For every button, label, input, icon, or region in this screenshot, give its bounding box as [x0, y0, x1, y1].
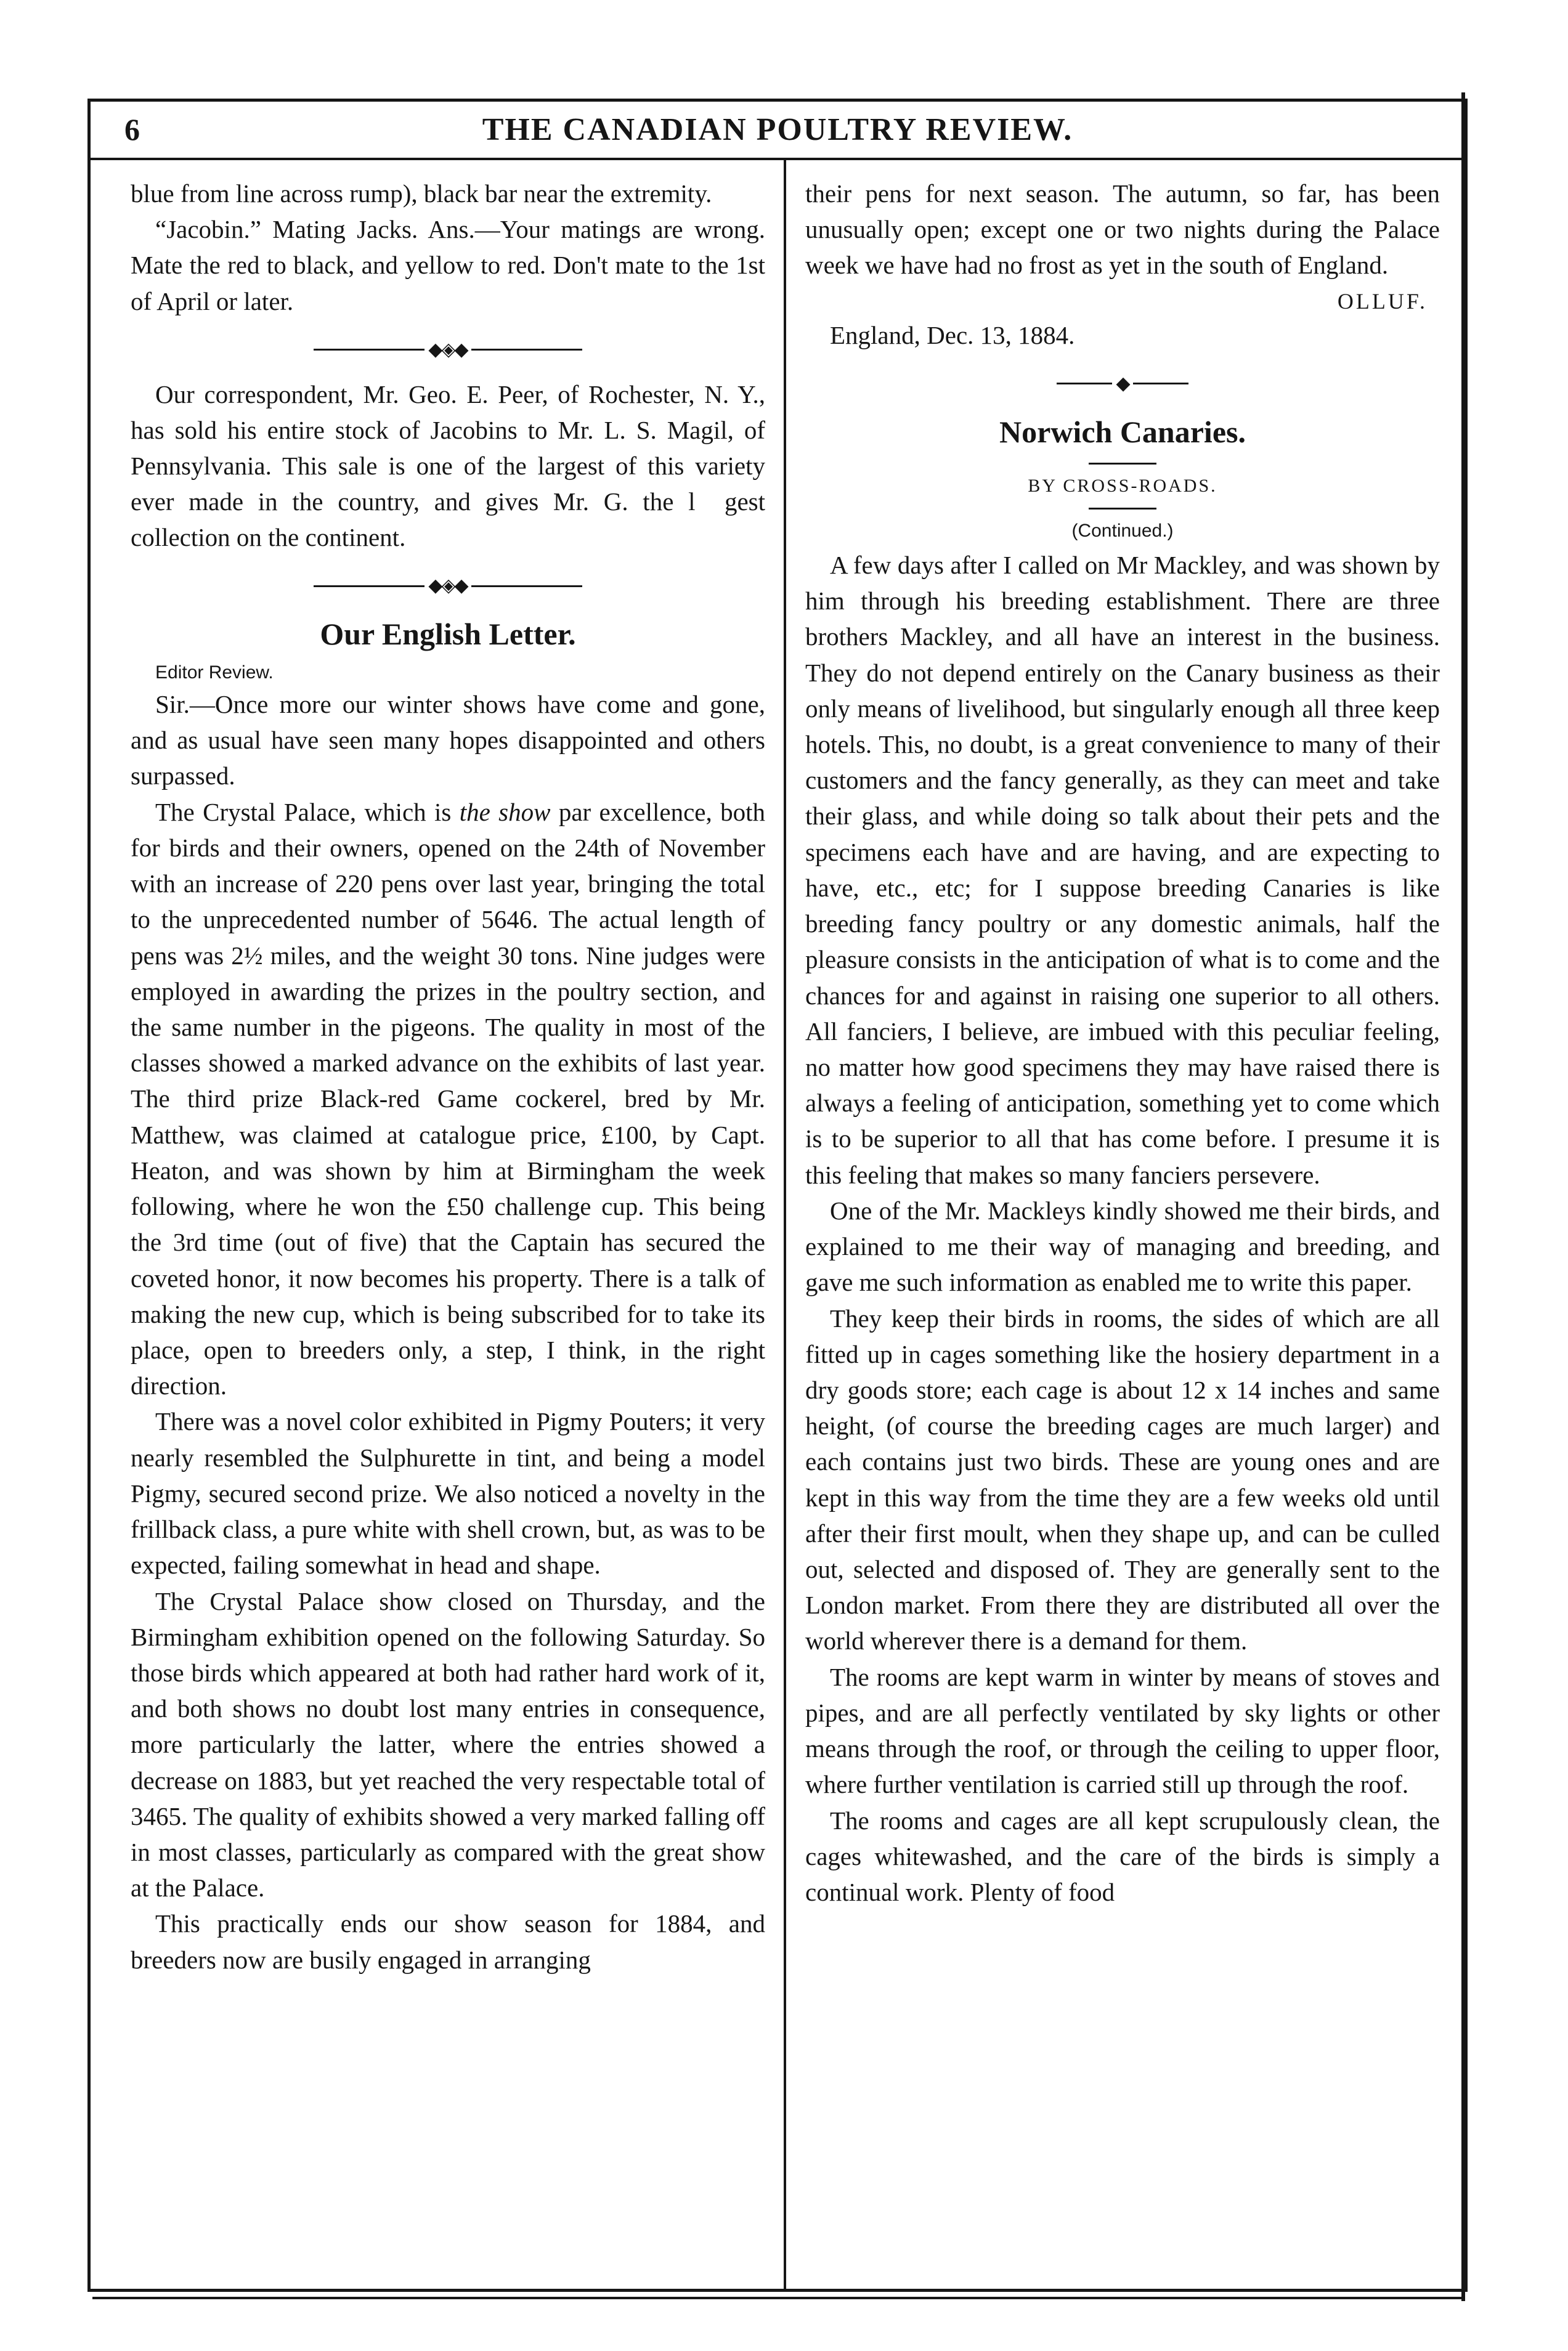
paragraph: This practically ends our show season for 1884, and breeders now are busily engaged in arranging	[131, 1909, 765, 1974]
paragraph: The rooms are kept warm in winter by means of stoves and pipes, and are all perfectly ventilated by sky lights or other means through the roof, or through the ceiling to upper floor, where further ventilation is carried still up through the roof.	[805, 1662, 1440, 1799]
paragraph: Our correspondent, Mr. Geo. E. Peer, of Rochester, N. Y., has sold his entire stock of Jacobins to Mr. L. S. Magil, of Pennsylvania. This sale is one of the largest of this variety ever made in the country, and gives Mr. G. the l gest collection on the continent.	[131, 380, 765, 552]
paragraph: blue from line across rump), black bar near the extremity.	[131, 179, 712, 208]
paragraph: Sir.—Once more our winter shows have come and gone, and as usual have seen many hopes disappointed and others surpassed.	[131, 690, 765, 790]
right-column	[805, 176, 1440, 1910]
paragraph: One of the Mr. Mackleys kindly showed me their birds, and explained to me their way of managing and breeding, and gave me such information as enabled me to write this paper.	[805, 1196, 1440, 1297]
column-divider	[784, 160, 786, 2292]
divider-line	[1133, 383, 1188, 384]
continued-note: (Continued.)	[1071, 521, 1174, 542]
article-heading: Our English Letter.	[320, 617, 576, 652]
running-title: THE CANADIAN POULTRY REVIEW.	[482, 112, 1073, 147]
page-frame	[87, 99, 1468, 2292]
divider-line	[471, 585, 582, 587]
paragraph: A few days after I called on Mr Mackley, and was shown by him through his breeding establishment. There are three brothers Mackley, and all have an interest in the business. They do not depend entirely on the Canary business as their only means of livelihood, but singularly enough all three keep hotels. This, no doubt, is a great convenience to many of their customers and the fancy generally, as they can meet and take their glass, and while doing so talk about their pets and the specimens each have and are having, and are expecting to have, etc., etc; for I suppose breeding Canaries is like breeding fancy poultry or any domestic animals, half the pleasure consists in the anticipation of what is to come and the chances for and against in raising one superior to all others. All fanciers, I believe, are imbued with this peculiar feeling, no matter how good specimens they may have raised there is always a feeling of anticipation, something yet to come which is to be superior to all that has come before. I presume it is this feeling that makes so many fanciers persevere.	[805, 550, 1440, 1189]
outer-rule-bottom	[92, 2297, 1465, 2299]
paragraph-text: The Crystal Palace, which is	[155, 797, 460, 826]
paragraph: They keep their birds in rooms, the sides of which are all fitted up in cages something like the hosiery department in a dry goods store; each cage is about 12 x 14 inches and same height, (of course the breeding cages are much larger) and each contains just two birds. These are young ones and are kept in this way from the time they are a few weeks old until after their first moult, when they shape up, and can be culled out, selected and disposed of. They are generally sent to the London market. From there they are distributed all over the world wherever there is a demand for them.	[805, 1304, 1440, 1655]
ornament-icon: ◆	[1116, 373, 1129, 394]
dateline: England, Dec. 13, 1884.	[830, 320, 1075, 349]
page-number: 6	[124, 112, 140, 147]
ornament-icon: ◆◈◆	[428, 339, 468, 360]
page-header	[91, 102, 1464, 160]
left-column	[131, 176, 765, 1978]
divider-line	[314, 585, 424, 587]
divider-line	[1089, 463, 1156, 465]
ornamental-divider	[131, 336, 765, 359]
salutation-editor: Editor Review.	[155, 662, 274, 683]
emphasis-text: the show	[459, 797, 551, 826]
paragraph	[131, 794, 765, 1404]
divider-line	[1089, 508, 1156, 510]
signature: OLLUF.	[1337, 288, 1428, 314]
ornamental-divider	[805, 370, 1440, 393]
paragraph: their pens for next season. The autumn, so far, has been unusually open; except one or two nights during the Palace week we have had no frost as yet in the south of England.	[805, 179, 1440, 280]
paragraph: The rooms and cages are all kept scrupulously clean, the cages whitewashed, and the care of the birds is simply a continual work. Plenty of food	[805, 1806, 1440, 1906]
article-heading: Norwich Canaries.	[999, 414, 1246, 449]
ornamental-divider	[131, 573, 765, 596]
paragraph: “Jacobin.” Mating Jacks. Ans.—Your matings are wrong. Mate the red to black, and yellow to red. Don't mate to the 1st of April or later.	[131, 215, 765, 315]
byline: BY CROSS-ROADS.	[1028, 475, 1217, 496]
divider-line	[314, 349, 424, 351]
paragraph-text: par excellence, both for birds and their owners, opened on the 24th of November with an increase of 220 pens over last year, bringing the total to the unprecedented number of 5646. The actual length of pens was 2½ miles, and the weight 30 tons. Nine judges were employed in awarding the prizes in the poultry section, and the same number in the pigeons. The quality in most of the classes showed a marked advance on the exhibits of last year. The third prize Black-red Game cockerel, bred by Mr. Matthew, was claimed at catalogue price, £100, by Capt. Heaton, and was shown by him at Birmingham the week following, where he won the £50 challenge cup. This being the 3rd time (out of five) that the Captain has secured the coveted honor, it now becomes his property. There is a talk of making the new cup, which is being subscribed for to take its place, open to breeders only, a step, I think, in the right direction.	[131, 797, 765, 1400]
divider-line	[471, 349, 582, 351]
paragraph: There was a novel color exhibited in Pigmy Pouters; it very nearly resembled the Sulphurette in tint, and being a model Pigmy, secured second prize. We also noticed a novelty in the frillback class, a pure white with shell crown, but, as was to be expected, failing somewhat in head and shape.	[131, 1407, 765, 1580]
divider-line	[1057, 383, 1112, 384]
ornament-icon: ◆◈◆	[428, 575, 468, 596]
paragraph: The Crystal Palace show closed on Thursday, and the Birmingham exhibition opened on the following Saturday. So those birds which appeared at both had rather hard work of it, and both shows no doubt lost many entries in consequence, more particularly the latter, where the entries showed a decrease on 1883, but yet reached the very respectable total of 3465. The quality of exhibits showed a very marked falling off in most classes, particularly as compared with the great show at the Palace.	[131, 1586, 765, 1902]
